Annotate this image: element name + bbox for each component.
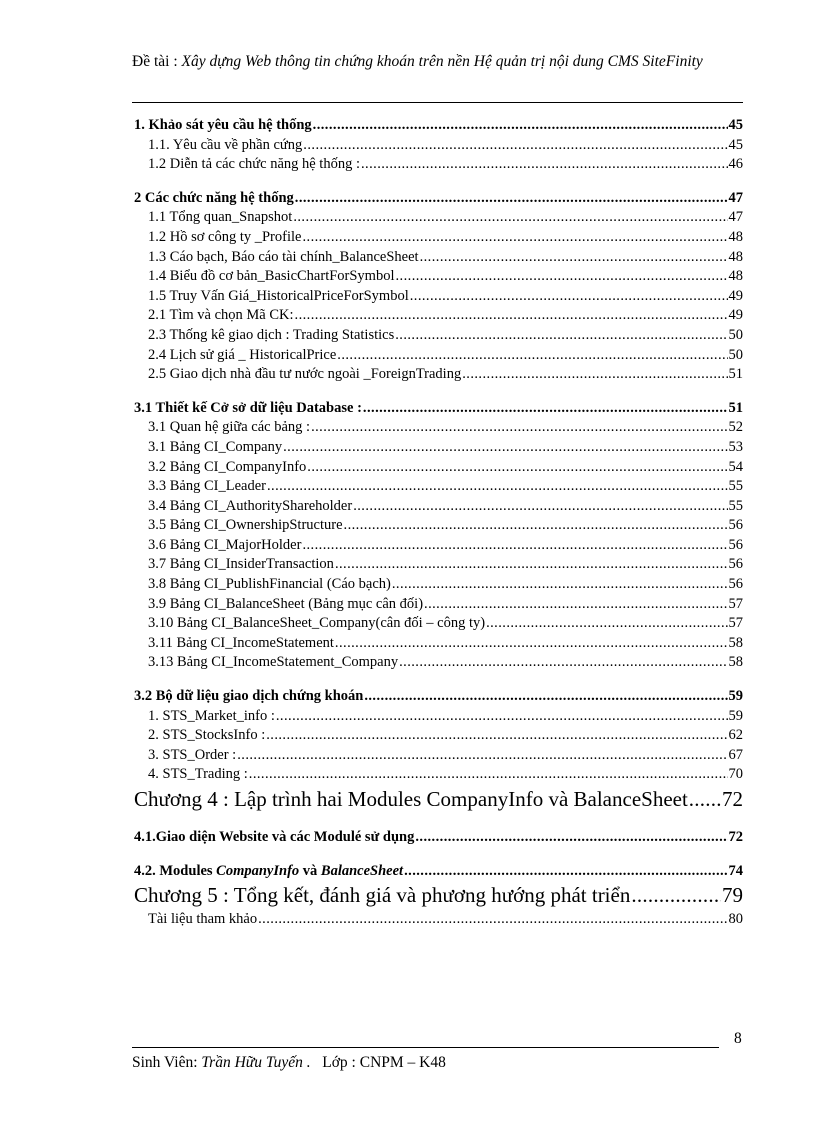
dot-leader: [404, 862, 727, 882]
toc-entry-title: 1.2 Diễn tả các chức năng hệ thống :: [148, 156, 360, 173]
header-divider: [132, 102, 743, 103]
toc-entry: [134, 365, 743, 385]
toc-entry: [134, 726, 743, 746]
toc-entry-page: 49: [728, 307, 743, 324]
dot-leader: [420, 248, 728, 268]
dot-leader: [395, 326, 727, 346]
student-name: Trần Hữu Tuyến .: [201, 1054, 311, 1071]
toc-entry-page: 72: [722, 787, 743, 811]
toc-entry: [134, 910, 743, 930]
toc-entry: [134, 326, 743, 346]
student-label: Sinh Viên:: [132, 1054, 198, 1071]
dot-leader: [399, 653, 727, 673]
toc-entry-title: 2 Các chức năng hệ thống: [134, 189, 294, 206]
toc-entry-title: Chương 5 : Tổng kết, đánh giá và phương hướng phát triển: [134, 883, 631, 908]
toc-entry-page: 62: [728, 727, 743, 744]
toc-entry-page: 53: [728, 438, 743, 455]
toc-entry-title: 3.7 Bảng CI_InsiderTransaction: [148, 556, 334, 573]
toc-entry: [134, 555, 743, 575]
toc-entry: [134, 458, 743, 478]
toc-entry-title: 1.1. Yêu cầu về phần cứng: [148, 136, 303, 153]
toc-entry-title: 3.1 Bảng CI_Company: [148, 438, 283, 455]
toc-entry: [134, 208, 743, 228]
toc-entry: [134, 862, 743, 882]
footer-divider: [132, 1047, 719, 1048]
toc-entry-page: 67: [728, 746, 743, 763]
table-of-contents: [134, 116, 743, 930]
toc-entry: [134, 189, 743, 209]
toc-entry: [134, 346, 743, 366]
toc-entry-page: 56: [728, 517, 743, 534]
toc-entry: [134, 306, 743, 326]
toc-entry-page: 51: [728, 399, 743, 416]
dot-leader: [307, 458, 727, 478]
document-header: [132, 51, 732, 72]
toc-entry-page: 50: [728, 326, 743, 343]
dot-leader: [353, 497, 727, 517]
dot-leader: [415, 828, 727, 848]
dot-leader: [392, 575, 728, 595]
dot-leader: [258, 910, 727, 930]
toc-entry-title: 3.6 Bảng CI_MajorHolder: [148, 536, 302, 553]
toc-entry: [134, 497, 743, 517]
toc-entry-title: 3.2 Bộ dữ liệu giao dịch chứng khoán: [134, 688, 364, 705]
page-number: 8: [734, 1030, 742, 1047]
dot-leader: [237, 746, 727, 766]
toc-entry: [134, 438, 743, 458]
toc-entry-title: Chương 4 : Lập trình hai Modules CompanyInfo và BalanceSheet: [134, 787, 688, 811]
toc-entry: [134, 595, 743, 615]
toc-entry-title: 3.1 Quan hệ giữa các bảng :: [148, 419, 311, 436]
dot-leader: [302, 536, 727, 556]
toc-entry-page: 55: [728, 478, 743, 495]
toc-entry-title: 3.3 Bảng CI_Leader: [148, 478, 266, 495]
toc-entry-page: 59: [728, 707, 743, 724]
toc-entry-page: 56: [728, 556, 743, 573]
toc-entry-title: 1.2 Hồ sơ công ty _Profile: [148, 228, 302, 245]
toc-entry: [134, 116, 743, 136]
dot-leader: [337, 346, 727, 366]
dot-leader: [303, 136, 727, 156]
toc-entry: [134, 228, 743, 248]
toc-entry-title: 2.1 Tìm và chọn Mã CK:: [148, 307, 294, 324]
toc-entry-page: 49: [728, 287, 743, 304]
toc-entry-page: 55: [728, 497, 743, 514]
document-footer: [132, 1054, 446, 1072]
dot-leader: [363, 399, 728, 419]
toc-entry: [134, 575, 743, 595]
toc-entry-title: 1.4 Biểu đồ cơ bản_BasicChartForSymbol: [148, 268, 395, 285]
dot-leader: [283, 438, 727, 458]
toc-entry: [134, 634, 743, 654]
module-name-companyinfo: CompanyInfo: [216, 862, 300, 879]
toc-entry-page: 47: [728, 189, 743, 206]
toc-entry-title: 4.1.Giao diện Website và các Modulé sử dụng: [134, 829, 415, 845]
dot-leader: [266, 726, 727, 746]
dot-leader: [313, 116, 728, 136]
module-name-balancesheet: BalanceSheet: [320, 862, 404, 879]
toc-entry-page: 52: [728, 419, 743, 436]
toc-entry-page: 50: [728, 346, 743, 363]
toc-entry: [134, 828, 743, 848]
toc-entry-page: 80: [728, 911, 743, 928]
toc-entry: [134, 614, 743, 634]
dot-leader: [293, 208, 727, 228]
dot-leader: [361, 155, 728, 175]
toc-entry-title: 1.1 Tổng quan_Snapshot: [148, 209, 293, 226]
toc-entry: [134, 653, 743, 673]
class-info: Lớp : CNPM – K48: [322, 1054, 446, 1071]
toc-entry-page: 56: [728, 536, 743, 553]
toc-entry-page: 47: [728, 209, 743, 226]
toc-entry-page: 56: [728, 576, 743, 593]
toc-entry: [134, 136, 743, 156]
toc-chapter-entry: [134, 881, 743, 910]
toc-entry: [134, 536, 743, 556]
toc-entry-title: 3.4 Bảng CI_AuthorityShareholder: [148, 497, 353, 514]
toc-entry: [134, 516, 743, 536]
dot-leader: [295, 306, 728, 326]
toc-entry-title: 3.1 Thiết kế Cở sở dữ liệu Database :: [134, 399, 362, 416]
title-part: và: [299, 862, 321, 879]
toc-entry-page: 58: [728, 634, 743, 651]
toc-entry: [134, 267, 743, 287]
dot-leader: [364, 687, 727, 707]
toc-entry-page: 74: [728, 862, 743, 879]
toc-entry-page: 48: [728, 228, 743, 245]
toc-entry-page: 45: [728, 136, 743, 153]
dot-leader: [335, 634, 728, 654]
toc-entry: [134, 477, 743, 497]
toc-entry: [134, 707, 743, 727]
toc-entry-title: 3.11 Bảng CI_IncomeStatement: [148, 634, 334, 651]
toc-entry: [134, 746, 743, 766]
toc-entry-title: 2. STS_StocksInfo :: [148, 727, 266, 744]
dot-leader: [311, 418, 727, 438]
toc-entry: [134, 765, 743, 785]
toc-entry-title: 1. Khảo sát yêu cầu hệ thống: [134, 117, 312, 133]
toc-entry: [134, 399, 743, 419]
toc-entry-page: 72: [728, 829, 743, 845]
dot-leader: [295, 189, 728, 209]
toc-entry-title: 1.3 Cáo bạch, Báo cáo tài chính_BalanceSheet: [148, 248, 419, 265]
toc-entry-page: 46: [728, 156, 743, 173]
topic-label: Đề tài :: [132, 53, 178, 70]
toc-entry-title: 1.5 Truy Vấn Giá_HistoricalPriceForSymbol: [148, 287, 409, 304]
dot-leader: [302, 228, 727, 248]
dot-leader: [267, 477, 728, 497]
toc-entry-page: 57: [728, 595, 743, 612]
toc-entry-title: 2.4 Lịch sử giá _ HistoricalPrice: [148, 346, 337, 363]
toc-entry-page: 45: [728, 117, 743, 133]
toc-entry-title: Tài liệu tham khảo: [148, 911, 258, 928]
toc-entry-page: 58: [728, 654, 743, 671]
toc-entry-page: 59: [728, 688, 743, 705]
toc-entry-page: 54: [728, 458, 743, 475]
dot-leader: [396, 267, 728, 287]
toc-entry-title: 3.5 Bảng CI_OwnershipStructure: [148, 517, 343, 534]
toc-entry-page: 79: [722, 883, 743, 908]
toc-entry-title: 3.2 Bảng CI_CompanyInfo: [148, 458, 307, 475]
dot-leader: [689, 785, 721, 814]
toc-entry-page: 51: [728, 366, 743, 383]
toc-entry-title: 2.3 Thống kê giao dịch : Trading Statistics: [148, 326, 395, 343]
dot-leader: [631, 881, 721, 910]
toc-entry-page: 48: [728, 248, 743, 265]
dot-leader: [335, 555, 728, 575]
dot-leader: [344, 516, 728, 536]
dot-leader: [249, 765, 728, 785]
toc-chapter-entry: [134, 785, 743, 814]
toc-entry-title: 3.8 Bảng CI_PublishFinancial (Cáo bạch): [148, 576, 391, 593]
toc-entry-title: 3.13 Bảng CI_IncomeStatement_Company: [148, 654, 399, 671]
toc-entry: [134, 418, 743, 438]
dot-leader: [462, 365, 727, 385]
toc-entry-title: 3. STS_Order :: [148, 746, 237, 763]
toc-entry-title: 4. STS_Trading :: [148, 766, 248, 783]
toc-entry: [134, 287, 743, 307]
dot-leader: [410, 287, 728, 307]
toc-entry-title: [134, 862, 403, 882]
toc-entry-page: 48: [728, 268, 743, 285]
topic-title: Xây dựng Web thông tin chứng khoán trên nền Hệ quản trị nội dung CMS SiteFinity: [181, 53, 703, 70]
toc-entry: [134, 248, 743, 268]
toc-entry: [134, 687, 743, 707]
dot-leader: [486, 614, 727, 634]
title-part: 4.2. Modules: [134, 862, 217, 879]
toc-entry-title: 1. STS_Market_info :: [148, 707, 275, 724]
toc-entry-title: 3.10 Bảng CI_BalanceSheet_Company(cân đối – công ty): [148, 615, 486, 632]
toc-entry-page: 57: [728, 615, 743, 632]
dot-leader: [424, 595, 727, 615]
dot-leader: [276, 707, 728, 727]
toc-entry-title: 2.5 Giao dịch nhà đầu tư nước ngoài _ForeignTrading: [148, 366, 462, 383]
toc-entry-title: 3.9 Bảng CI_BalanceSheet (Bảng mục cân đối): [148, 595, 424, 612]
toc-entry: [134, 155, 743, 175]
toc-entry-page: 70: [728, 766, 743, 783]
